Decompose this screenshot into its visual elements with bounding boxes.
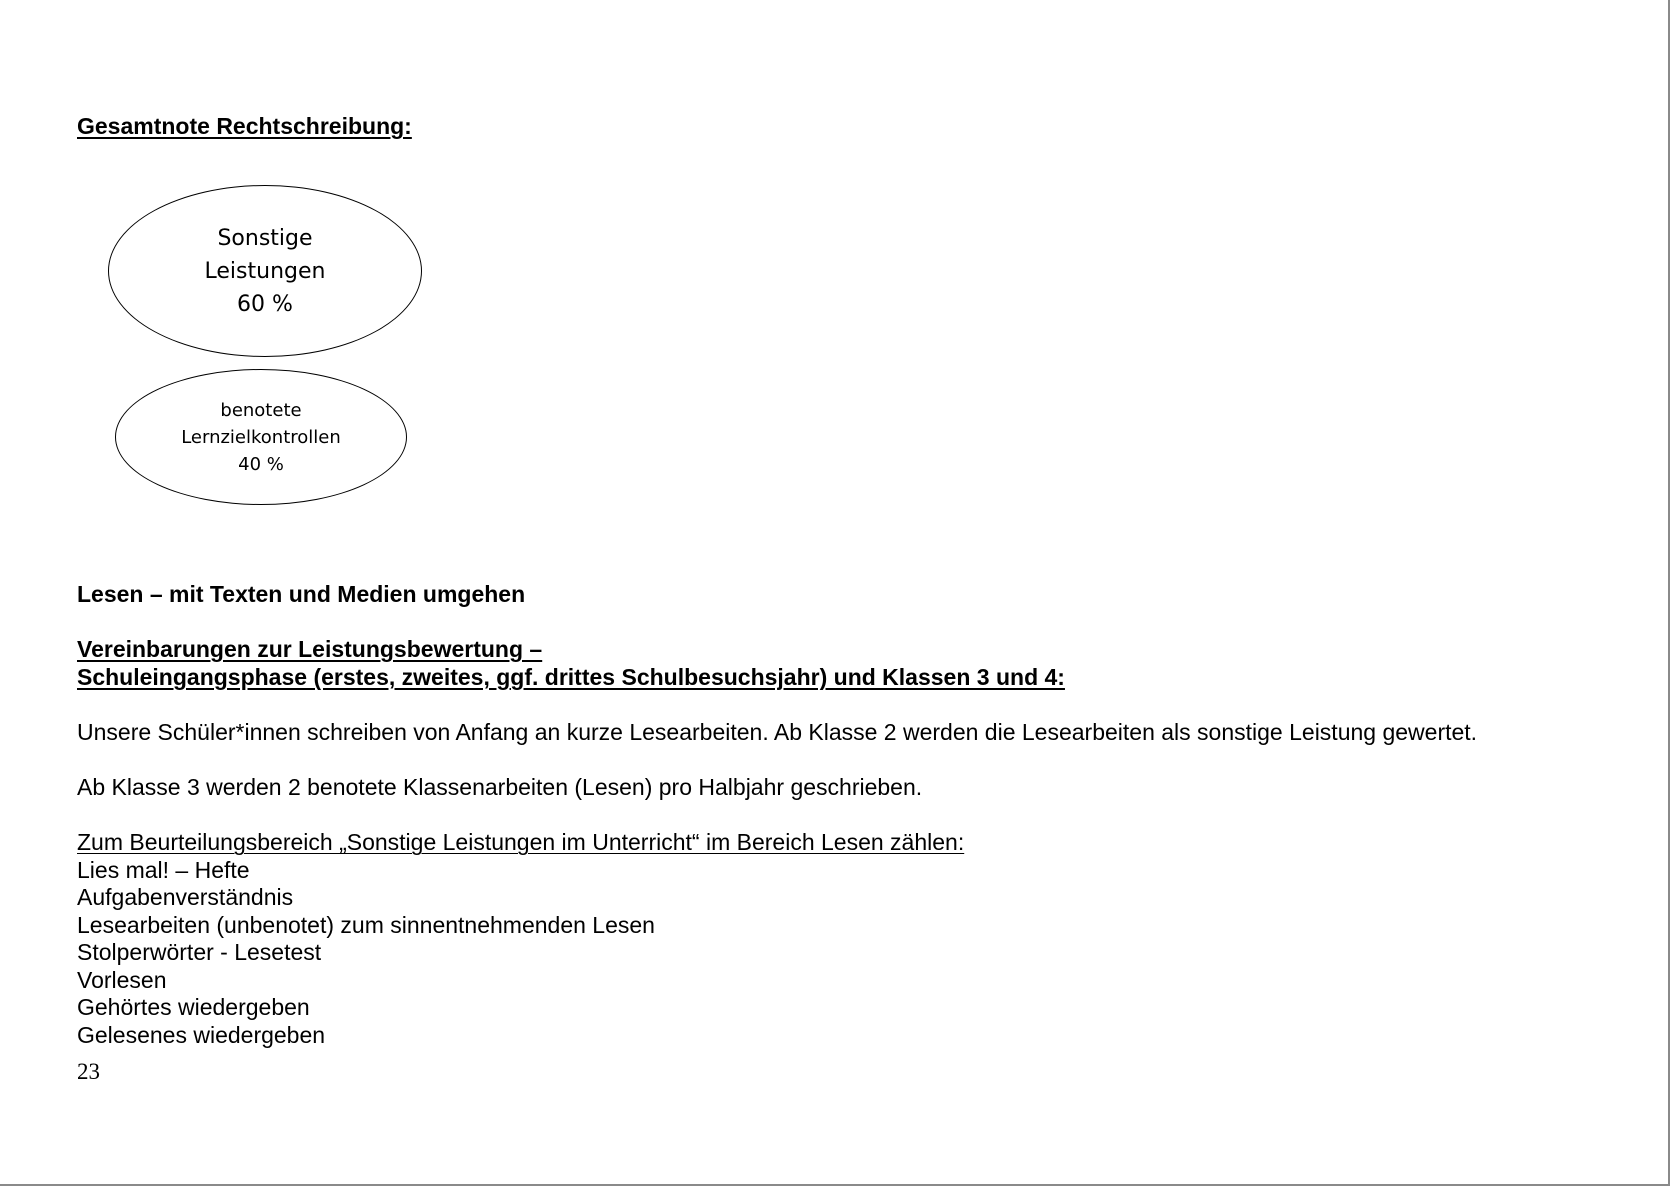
agreements-heading-line1: Vereinbarungen zur Leistungsbewertung – bbox=[77, 636, 543, 662]
assessment-list-heading: Zum Beurteilungsbereich „Sonstige Leistungen im Unterricht“ im Bereich Lesen zählen: bbox=[77, 829, 965, 855]
list-item: Lesearbeiten (unbenotet) zum sinnentnehmenden Lesen bbox=[77, 912, 655, 938]
spelling-grade-heading: Gesamtnote Rechtschreibung: bbox=[77, 113, 412, 139]
list-item: Gelesenes wiedergeben bbox=[77, 1022, 326, 1048]
list-item: Aufgabenverständnis bbox=[77, 884, 294, 910]
paragraph-reading-work: Unsere Schüler*innen schreiben von Anfang an kurze Lesearbeiten. Ab Klasse 2 werden die Lesearbeiten als sonstige Leistung gewertet. bbox=[77, 719, 1478, 745]
list-item: Stolperwörter - Lesetest bbox=[77, 939, 322, 965]
ellipse-graded-tests-label: benotete Lernzielkontrollen 40 % bbox=[181, 399, 341, 475]
ellipse-graded-tests bbox=[115, 369, 407, 505]
list-item: Gehörtes wiedergeben bbox=[77, 994, 310, 1020]
list-item: Lies mal! – Hefte bbox=[77, 857, 250, 883]
paragraph-class-tests: Ab Klasse 3 werden 2 benotete Klassenarbeiten (Lesen) pro Halbjahr geschrieben. bbox=[77, 774, 923, 800]
ellipse-other-performance bbox=[108, 185, 422, 357]
list-item: Vorlesen bbox=[77, 967, 167, 993]
reading-section-heading: Lesen – mit Texten und Medien umgehen bbox=[77, 581, 526, 607]
agreements-heading-line2: Schuleingangsphase (erstes, zweites, ggf. drittes Schulbesuchsjahr) und Klassen 3 und 4: bbox=[77, 664, 1065, 690]
page-number: 23 bbox=[77, 1059, 100, 1084]
ellipse-other-performance-label: Sonstige Leistungen 60 % bbox=[204, 225, 326, 317]
